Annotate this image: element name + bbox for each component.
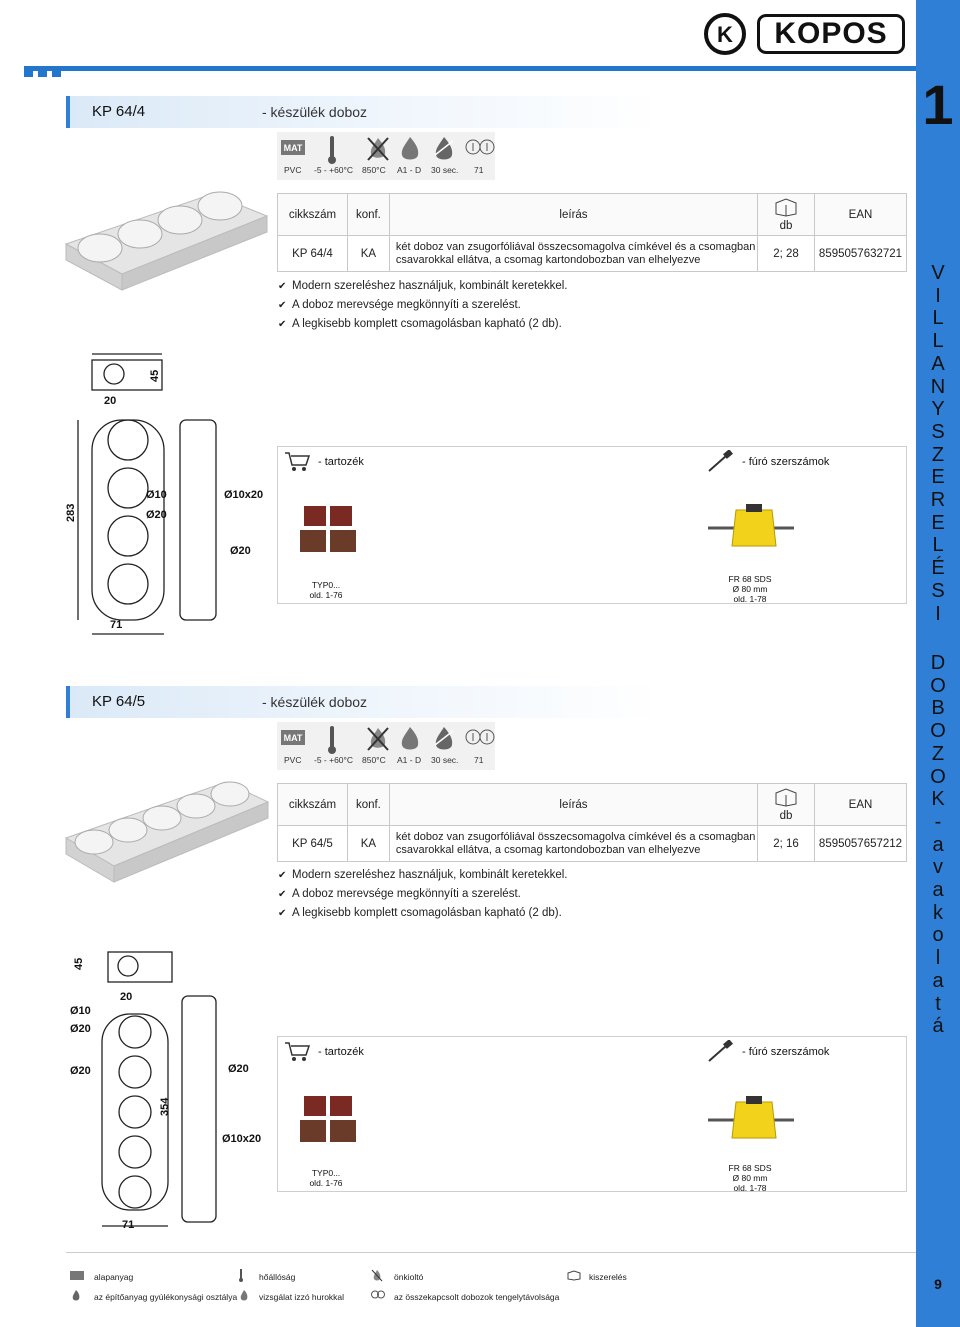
svg-text:K: K [717,22,733,47]
legend-self-ext: önkioltó [394,1272,424,1282]
chapter-subtitle-vertical [916,652,960,1038]
cell-code: KP 64/5 [278,826,348,862]
package-icon [567,1270,581,1281]
tool-name: FR 68 SDS [728,574,772,584]
vertical-letter: L [932,307,944,330]
vertical-letter: R [930,489,946,512]
vertical-letter: k [933,901,943,924]
dim-hole-4: Ø20 [230,545,251,557]
accessory-title: - tartozék [318,456,364,468]
vertical-letter: N [930,375,946,398]
feature-item: ✔ A doboz merevsége megkönnyíti a szerelést. [278,296,568,315]
material-value: PVC [284,755,302,765]
dim-height: 45 [149,369,161,382]
self-extinguish-icon [371,1269,383,1282]
temp-value: -5 - +60°C [314,755,354,765]
vertical-letter: o [932,924,944,947]
dim-length: 354 [159,1097,171,1116]
vertical-letter: A [931,352,945,375]
col-header-desc: leírás [389,194,757,236]
vertical-letter: á [932,1015,944,1038]
tool-diameter: Ø 80 mm [732,1173,768,1183]
chapter-title-vertical [916,262,960,625]
fire-class-icon [70,1289,82,1302]
pack-label: db [779,220,793,232]
feature-item: ✔ Modern szereléshez használjuk, kombinált keretekkel. [278,277,568,296]
dim-hole-2: Ø20 [70,1023,91,1035]
chapter-sidebar [916,0,960,1327]
box-distance-icon [371,1290,385,1299]
product-title: - készülék doboz [262,104,368,120]
dim-pitch: 71 [122,1219,135,1231]
product-code: KP 64/5 [92,693,146,710]
vertical-letter: O [930,765,946,788]
dim-length: 283 [65,503,77,522]
product-title: - készülék doboz [262,694,368,710]
vertical-letter: S [931,579,945,602]
col-header-code: cikkszám [278,194,348,236]
cell-code: KP 64/4 [278,236,348,272]
col-header-desc: leírás [389,784,757,826]
vertical-letter: Y [931,398,945,421]
vertical-letter: B [931,697,945,720]
material-value: PVC [284,165,302,175]
legend-packing: kiszerelés [589,1272,627,1282]
fire-class-value: A1 - D [397,755,422,765]
vertical-letter: E [931,511,945,534]
col-header-ean: EAN [815,194,907,236]
vertical-letter: E [931,466,945,489]
temp-value: -5 - +60°C [314,165,354,175]
dim-width: 20 [120,991,133,1003]
accessory-ref: old. 1-76 [309,590,343,600]
pack-label: db [779,810,793,822]
vertical-letter: K [931,788,945,811]
tool-ref: old. 1-78 [733,1183,767,1193]
dim-hole-2: Ø20 [146,509,167,521]
glow-wire-value: 850°C [362,165,386,175]
dim-hole-1: Ø10 [146,489,167,501]
dim-hole-3: Ø20 [70,1065,91,1077]
cell-ean: 8595057632721 [815,236,907,272]
kopos-logo-wordmark: KOPOS [757,14,905,54]
cell-desc: két doboz van zsugorfóliával összecsomagolva címkével és a csomagban csavarokkal ellátva, a csomag kartondobozban van elhelyezve [389,826,757,862]
mat-icon [70,1271,84,1280]
self-ext-value: 30 sec. [431,755,459,765]
accessory-type: TYP0... [311,1168,341,1178]
cell-ean: 8595057657212 [815,826,907,862]
tool-title: - fúró szerszámok [742,1046,830,1058]
glow-wire-value: 850°C [362,755,386,765]
vertical-letter: L [932,534,944,557]
dim-pitch: 71 [110,619,123,631]
vertical-letter: V [931,262,945,284]
distance-value: 71 [474,165,484,175]
legend-distance: az összekapcsolt dobozok tengelytávolsága [394,1292,560,1302]
feature-item: ✔ A doboz merevsége megkönnyíti a szerelést. [278,885,568,904]
vertical-letter: v [933,856,943,879]
distance-value: 71 [474,755,484,765]
feature-item: ✔ A legkisebb komplett csomagolásban kapható (2 db). [278,315,568,334]
dim-hole-4: Ø20 [228,1063,249,1075]
feature-item: ✔ Modern szereléshez használjuk, kombinált keretekkel. [278,866,568,885]
svg-text:MAT: MAT [283,143,303,153]
legend-heat: hőállóság [259,1272,296,1282]
dim-height: 45 [73,957,85,970]
vertical-letter: a [932,969,944,992]
dim-hole-5: Ø10x20 [222,1133,262,1145]
accessory-type: TYP0... [311,580,341,590]
flame-icon [238,1289,250,1302]
tool-ref: old. 1-78 [733,594,767,604]
dim-hole-3: Ø10x20 [224,489,264,501]
tool-name: FR 68 SDS [728,1163,772,1173]
vertical-letter: O [930,674,946,697]
col-header-code: cikkszám [278,784,348,826]
vertical-letter: É [931,557,945,580]
legend-glow-wire: vizsgálat izzó hurokkal [259,1292,345,1302]
accessory-ref: old. 1-76 [309,1178,343,1188]
thermometer-icon [238,1269,244,1282]
cell-config: KA [347,236,389,272]
vertical-letter: a [932,879,944,902]
product-code: KP 64/4 [92,103,146,120]
cell-pack: 2; 28 [758,236,815,272]
col-header-config: konf. [347,784,389,826]
vertical-letter: t [935,992,941,1015]
vertical-letter: Z [931,443,945,466]
page-number: 9 [934,1276,942,1292]
vertical-letter: S [931,420,945,443]
feature-item: ✔ A legkisebb komplett csomagolásban kapható (2 db). [278,904,568,923]
fire-class-value: A1 - D [397,165,422,175]
cell-desc: két doboz van zsugorfóliával összecsomagolva címkével és a csomagban csavarokkal ellátva, a csomag kartondobozban van elhelyezve [389,236,757,272]
vertical-letter: I [935,602,941,625]
vertical-letter: D [930,652,946,674]
legend-material: alapanyag [94,1272,134,1282]
col-header-config: konf. [347,194,389,236]
svg-text:MAT: MAT [283,733,303,743]
vertical-letter: - [934,810,942,833]
vertical-letter: a [932,833,944,856]
dim-width: 20 [104,395,117,407]
chapter-number: 1 [922,73,954,136]
self-ext-value: 30 sec. [431,165,459,175]
vertical-letter: I [935,284,941,307]
vertical-letter: Z [931,742,945,765]
cell-config: KA [347,826,389,862]
tool-diameter: Ø 80 mm [732,584,768,594]
accessory-title: - tartozék [318,1046,364,1058]
vertical-letter: O [930,720,946,743]
cell-pack: 2; 16 [758,826,815,862]
col-header-ean: EAN [815,784,907,826]
vertical-letter: l [935,947,941,970]
tool-title: - fúró szerszámok [742,456,830,468]
vertical-letter: L [932,330,944,353]
dim-hole-1: Ø10 [70,1005,91,1017]
legend-fire-class: az építőanyag gyúlékonysági osztálya [94,1292,238,1302]
